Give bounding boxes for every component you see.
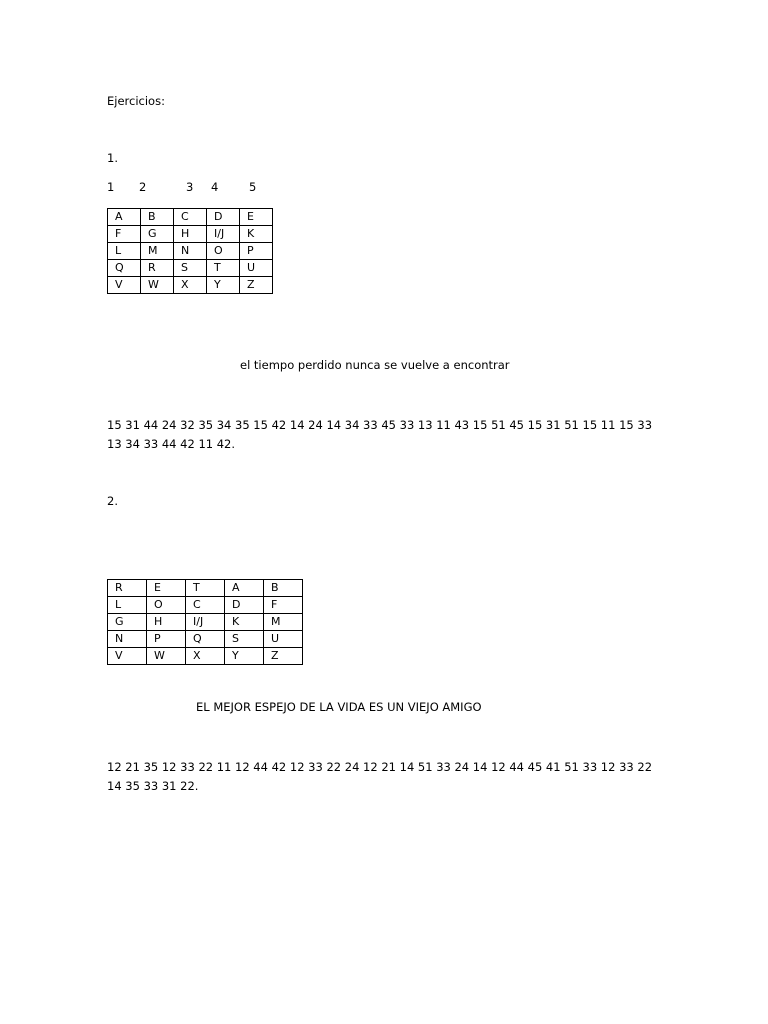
exercise-2-phrase: EL MEJOR ESPEJO DE LA VIDA ES UN VIEJO AMIGO <box>196 700 482 714</box>
grid-cell: M <box>141 243 174 260</box>
grid-cell: K <box>240 226 273 243</box>
grid-cell: X <box>186 648 225 665</box>
grid-row <box>108 260 273 277</box>
grid-row <box>108 631 303 648</box>
grid-cell: N <box>108 631 147 648</box>
grid-cell: Q <box>186 631 225 648</box>
cipher-grid-2 <box>107 579 303 665</box>
grid-cell: V <box>108 648 147 665</box>
grid-cell: Z <box>264 648 303 665</box>
document-title: Ejercicios: <box>107 94 165 108</box>
grid-cell: P <box>147 631 186 648</box>
grid-cell: G <box>108 614 147 631</box>
grid-cell: G <box>141 226 174 243</box>
grid-row <box>108 648 303 665</box>
grid-cell: D <box>225 597 264 614</box>
column-number-4: 4 <box>211 180 219 194</box>
grid-cell: S <box>174 260 207 277</box>
column-number-1: 1 <box>107 180 115 194</box>
grid-row <box>108 226 273 243</box>
exercise-1-cipher: 15 31 44 24 32 35 34 35 15 42 14 24 14 34 33 45 33 13 11 43 15 51 45 15 31 51 15 11 15 33 13 34 33 44 42 11 42. <box>107 418 653 451</box>
grid-cell: A <box>108 209 141 226</box>
grid-cell: F <box>108 226 141 243</box>
column-number-2: 2 <box>139 180 147 194</box>
grid-row <box>108 580 303 597</box>
grid-row <box>108 209 273 226</box>
grid-cell: V <box>108 277 141 294</box>
grid-cell: I/J <box>207 226 240 243</box>
grid-cell: L <box>108 243 141 260</box>
grid-cell: T <box>207 260 240 277</box>
grid-cell: F <box>264 597 303 614</box>
grid-cell: Q <box>108 260 141 277</box>
grid-cell: X <box>174 277 207 294</box>
grid-cell: U <box>240 260 273 277</box>
grid-row <box>108 243 273 260</box>
grid-cell: W <box>147 648 186 665</box>
cipher-grid-1 <box>107 208 273 294</box>
column-number-3: 3 <box>186 180 194 194</box>
grid-cell: H <box>147 614 186 631</box>
grid-cell: A <box>225 580 264 597</box>
grid-cell: Z <box>240 277 273 294</box>
grid-cell: B <box>141 209 174 226</box>
column-number-5: 5 <box>249 180 257 194</box>
grid-cell: Y <box>225 648 264 665</box>
grid-cell: B <box>264 580 303 597</box>
grid-row <box>108 277 273 294</box>
exercise-2-cipher: 12 21 35 12 33 22 11 12 44 42 12 33 22 24 12 21 14 51 33 24 14 12 44 45 41 51 33 12 33 22 14 35 33 31 22. <box>107 760 653 793</box>
grid-cell: D <box>207 209 240 226</box>
grid-row <box>108 597 303 614</box>
grid-cell: L <box>108 597 147 614</box>
grid-cell: O <box>147 597 186 614</box>
grid-cell: U <box>264 631 303 648</box>
grid-cell: P <box>240 243 273 260</box>
grid-cell: C <box>186 597 225 614</box>
grid-cell: E <box>240 209 273 226</box>
grid-cell: N <box>174 243 207 260</box>
exercise-1-phrase: el tiempo perdido nunca se vuelve a encontrar <box>240 358 510 372</box>
grid-cell: C <box>174 209 207 226</box>
grid-cell: E <box>147 580 186 597</box>
grid-cell: I/J <box>186 614 225 631</box>
grid-cell: O <box>207 243 240 260</box>
grid-cell: T <box>186 580 225 597</box>
grid-cell: K <box>225 614 264 631</box>
grid-cell: R <box>108 580 147 597</box>
grid-cell: M <box>264 614 303 631</box>
exercise-2-label: 2. <box>107 494 118 508</box>
grid-row <box>108 614 303 631</box>
grid-cell: S <box>225 631 264 648</box>
grid-cell: W <box>141 277 174 294</box>
exercise-1-label: 1. <box>107 151 118 165</box>
grid-cell: H <box>174 226 207 243</box>
grid-cell: Y <box>207 277 240 294</box>
grid-cell: R <box>141 260 174 277</box>
